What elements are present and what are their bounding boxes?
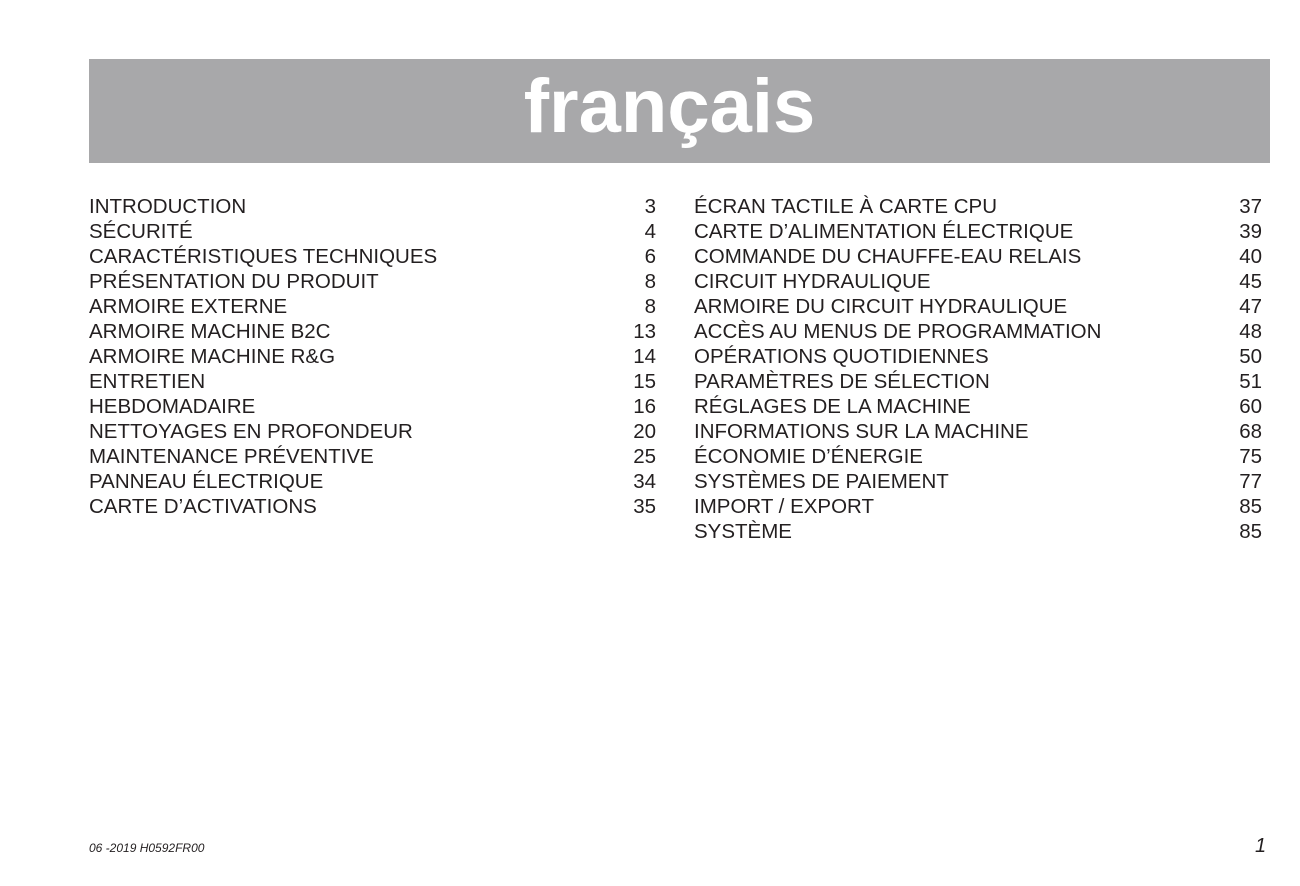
toc-entry[interactable] <box>694 219 1262 244</box>
toc-entry-page: 39 <box>1239 220 1262 243</box>
toc-entry-page: 3 <box>644 195 656 218</box>
toc-entry[interactable] <box>694 369 1262 394</box>
toc-entry-label: HEBDOMADAIRE <box>89 395 256 418</box>
toc-entry-label: RÉGLAGES DE LA MACHINE <box>694 395 971 418</box>
toc-entry[interactable] <box>89 219 656 244</box>
page-title: français <box>523 64 816 149</box>
toc-entry-label: CARACTÉRISTIQUES TECHNIQUES <box>89 245 438 268</box>
toc-entry[interactable] <box>694 194 1262 219</box>
toc-entry-label: SYSTÈMES DE PAIEMENT <box>694 470 949 493</box>
toc-entry-label: ARMOIRE EXTERNE <box>89 295 288 318</box>
toc-entry-page: 75 <box>1239 445 1262 468</box>
toc-entry[interactable] <box>89 344 656 369</box>
toc-entry-page: 6 <box>644 245 656 268</box>
toc-entry-page: 60 <box>1239 395 1262 418</box>
toc-entry-label: PRÉSENTATION DU PRODUIT <box>89 270 379 293</box>
toc-entry-page: 85 <box>1239 495 1262 518</box>
toc-entry-label: ACCÈS AU MENUS DE PROGRAMMATION <box>694 320 1102 343</box>
toc-entry-page: 68 <box>1239 420 1262 443</box>
toc-entry[interactable] <box>89 394 656 419</box>
toc-entry-label: ARMOIRE MACHINE R&G <box>89 345 336 368</box>
title-band <box>89 59 1270 163</box>
toc-entry-page: 16 <box>633 395 656 418</box>
toc-entry-label: PARAMÈTRES DE SÉLECTION <box>694 370 990 393</box>
toc-entry-label: NETTOYAGES EN PROFONDEUR <box>89 420 413 443</box>
toc-entry[interactable] <box>89 494 656 519</box>
toc-entry[interactable] <box>694 444 1262 469</box>
toc-entry[interactable] <box>694 419 1262 444</box>
toc-entry[interactable] <box>694 469 1262 494</box>
toc-entry-label: ÉCONOMIE D’ÉNERGIE <box>694 445 923 468</box>
toc-entry-page: 77 <box>1239 470 1262 493</box>
toc-entry[interactable] <box>89 269 656 294</box>
toc-entry-page: 20 <box>633 420 656 443</box>
toc-entry[interactable] <box>89 244 656 269</box>
toc-entry-label: CIRCUIT HYDRAULIQUE <box>694 270 931 293</box>
toc-entry-label: MAINTENANCE PRÉVENTIVE <box>89 445 374 468</box>
toc-entry-label: ARMOIRE DU CIRCUIT HYDRAULIQUE <box>694 295 1068 318</box>
toc-entry[interactable] <box>694 294 1262 319</box>
toc-entry[interactable] <box>89 444 656 469</box>
toc-left-column <box>89 194 656 519</box>
toc-entry-label: OPÉRATIONS QUOTIDIENNES <box>694 345 989 368</box>
toc-entry-label: COMMANDE DU CHAUFFE-EAU RELAIS <box>694 245 1082 268</box>
toc-entry[interactable] <box>89 419 656 444</box>
toc-entry-label: PANNEAU ÉLECTRIQUE <box>89 470 324 493</box>
toc-entry-label: CARTE D’ALIMENTATION ÉLECTRIQUE <box>694 220 1074 243</box>
toc-entry-page: 8 <box>644 295 656 318</box>
toc-entry-label: INTRODUCTION <box>89 195 247 218</box>
toc-entry-page: 25 <box>633 445 656 468</box>
toc-entry-page: 85 <box>1239 520 1262 543</box>
toc-entry-page: 34 <box>633 470 656 493</box>
document-code: 06 -2019 H0592FR00 <box>89 841 205 855</box>
toc-entry[interactable] <box>694 494 1262 519</box>
toc-entry-page: 51 <box>1239 370 1262 393</box>
toc-entry-label: INFORMATIONS SUR LA MACHINE <box>694 420 1029 443</box>
toc-entry-page: 40 <box>1239 245 1262 268</box>
toc-entry[interactable] <box>89 194 656 219</box>
toc-entry-label: SYSTÈME <box>694 520 792 543</box>
toc-entry-page: 13 <box>633 320 656 343</box>
toc-entry-label: CARTE D’ACTIVATIONS <box>89 495 317 518</box>
toc-entry-page: 50 <box>1239 345 1262 368</box>
toc-entry-page: 37 <box>1239 195 1262 218</box>
toc-entry-page: 4 <box>644 220 656 243</box>
toc-entry-page: 45 <box>1239 270 1262 293</box>
toc-entry[interactable] <box>694 244 1262 269</box>
toc-entry[interactable] <box>694 519 1262 544</box>
toc-entry-label: ARMOIRE MACHINE B2C <box>89 320 331 343</box>
toc-entry-label: ENTRETIEN <box>89 370 206 393</box>
toc-entry[interactable] <box>694 319 1262 344</box>
toc-entry[interactable] <box>89 469 656 494</box>
toc-entry-label: SÉCURITÉ <box>89 220 193 243</box>
toc-entry[interactable] <box>89 319 656 344</box>
toc-entry[interactable] <box>694 344 1262 369</box>
page-number: 1 <box>1255 835 1267 857</box>
toc-entry-page: 47 <box>1239 295 1262 318</box>
toc-entry[interactable] <box>89 369 656 394</box>
toc-entry-page: 14 <box>633 345 656 368</box>
toc-entry-page: 8 <box>644 270 656 293</box>
toc-right-column <box>694 194 1262 544</box>
toc-entry[interactable] <box>694 394 1262 419</box>
toc-entry-page: 15 <box>633 370 656 393</box>
toc-entry-page: 48 <box>1239 320 1262 343</box>
toc-entry[interactable] <box>694 269 1262 294</box>
toc-entry-page: 35 <box>633 495 656 518</box>
toc-entry-label: IMPORT / EXPORT <box>694 495 874 518</box>
toc-entry[interactable] <box>89 294 656 319</box>
toc-entry-label: ÉCRAN TACTILE À CARTE CPU <box>694 195 998 218</box>
